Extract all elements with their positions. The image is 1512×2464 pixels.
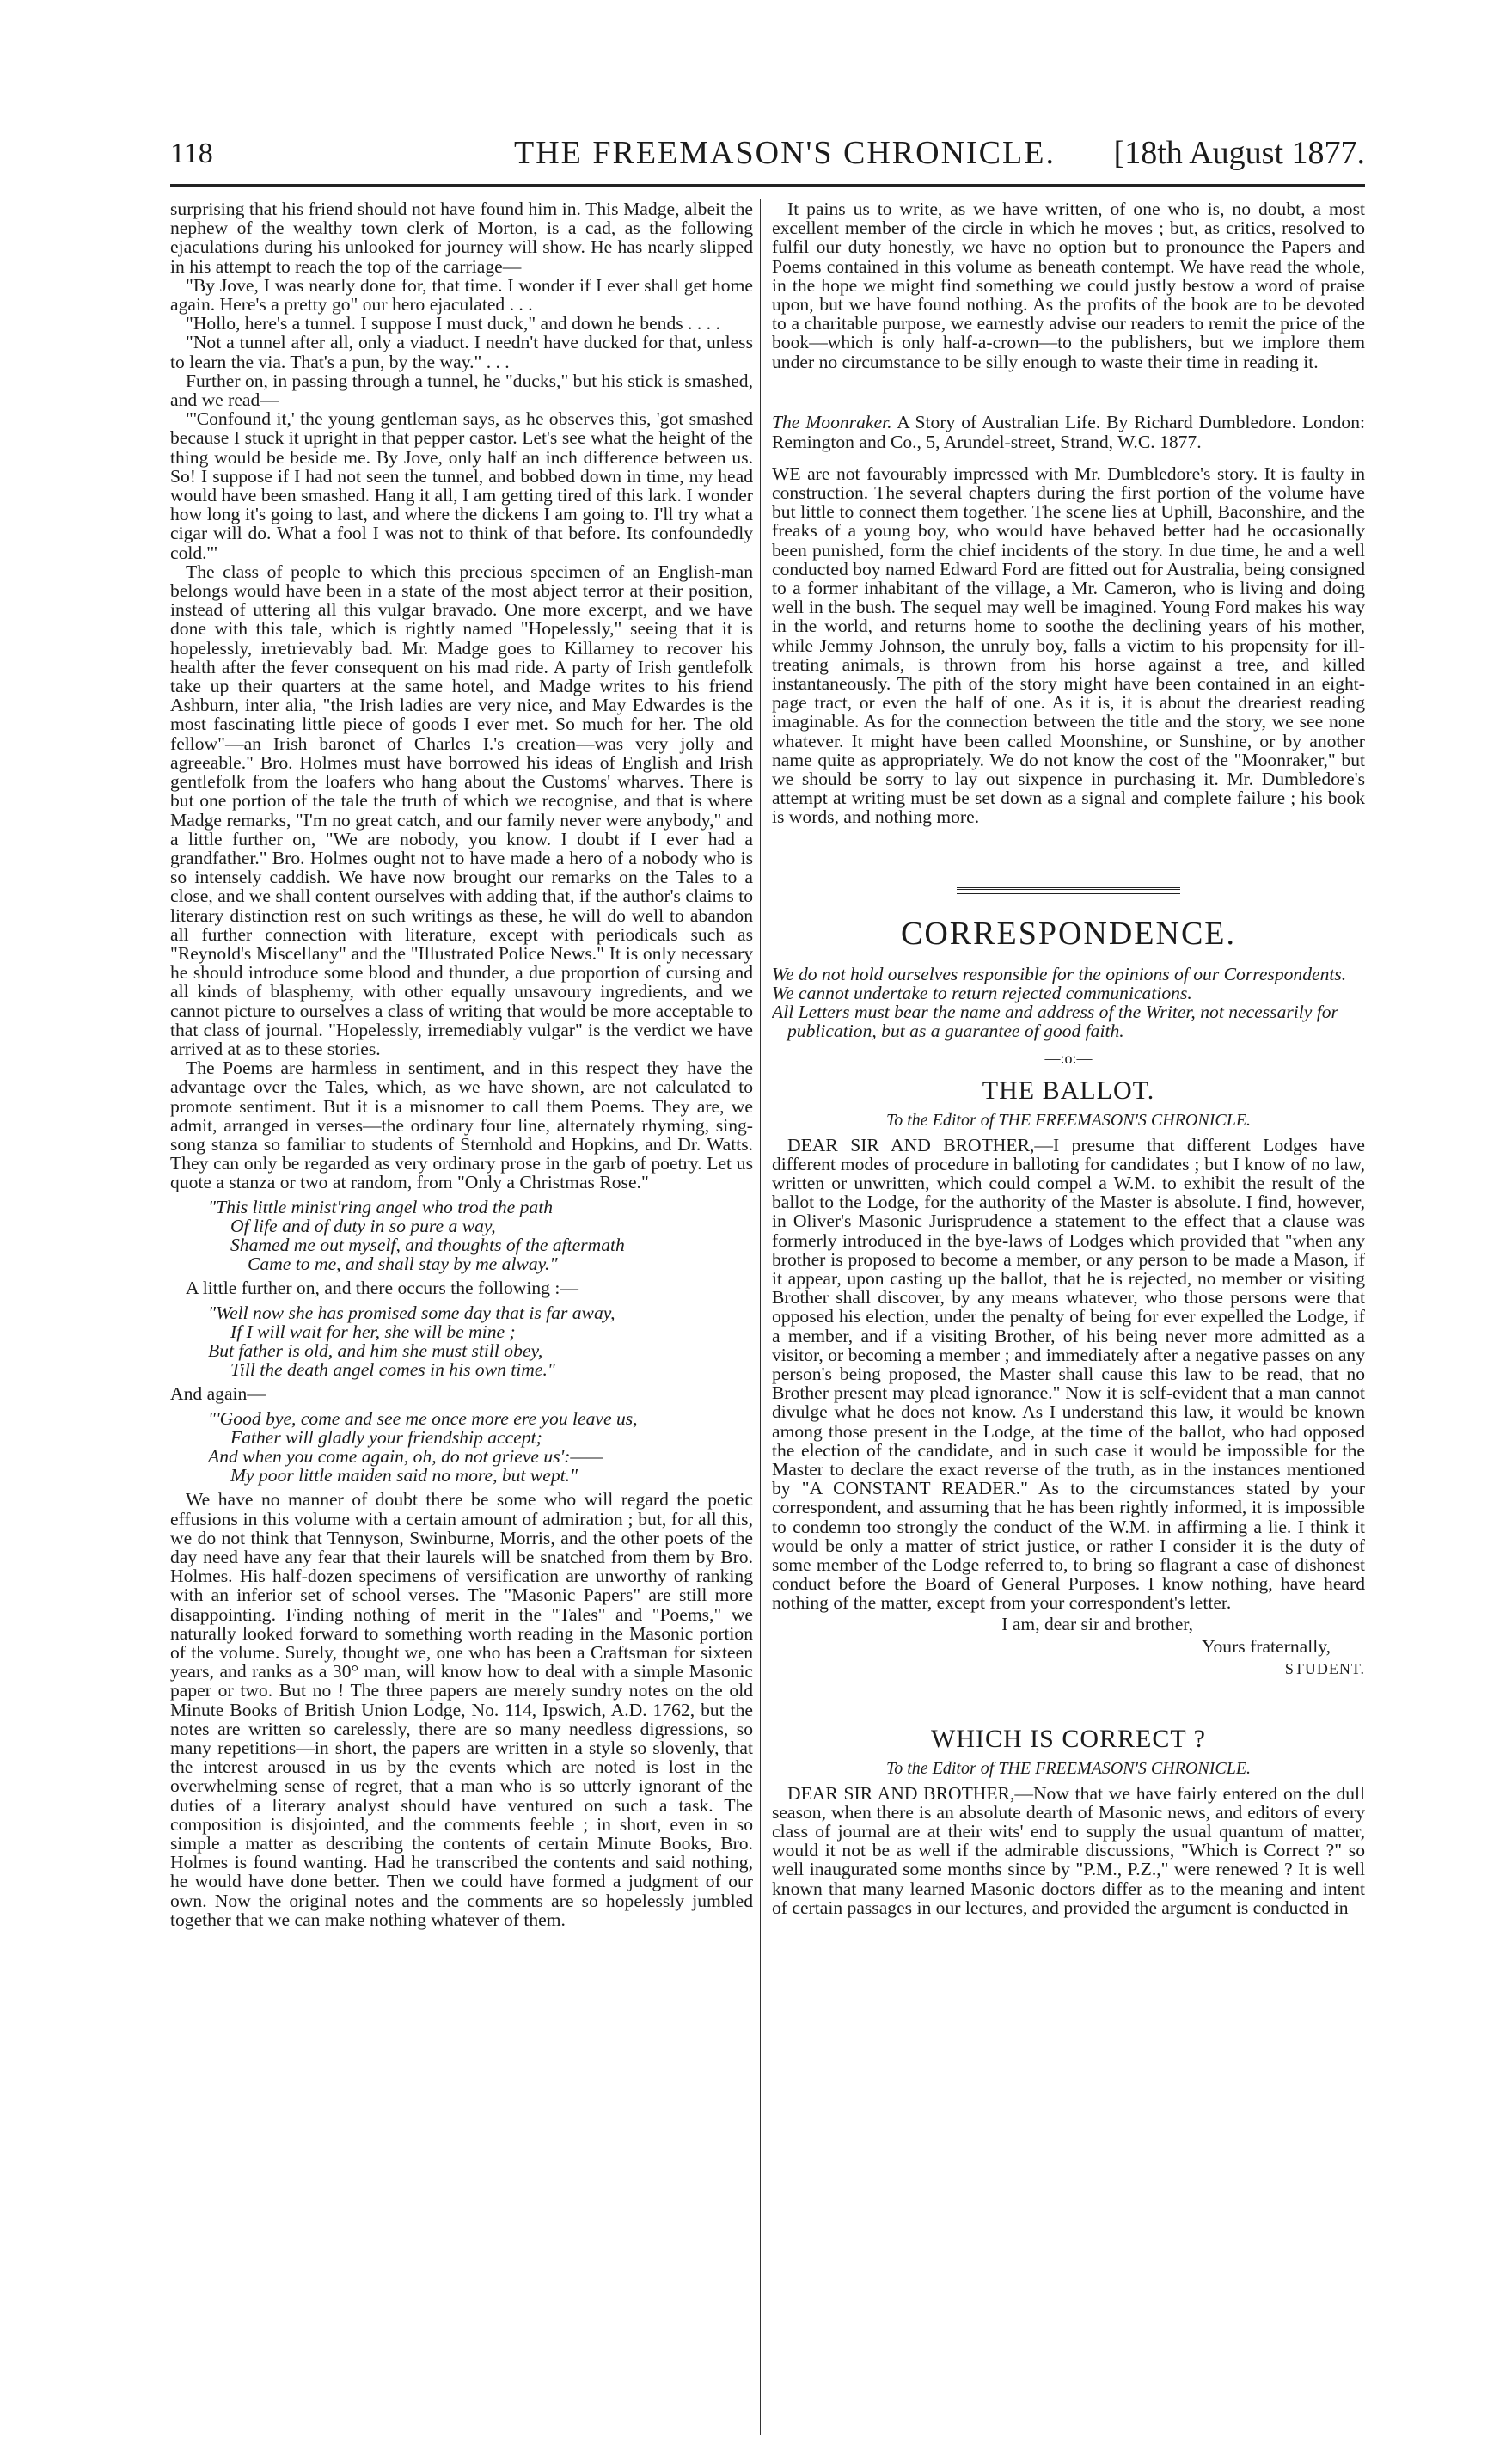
review-heading [772, 413, 1365, 452]
verse-line: Father will gladly your friendship accept; [230, 1426, 542, 1448]
letter-body: DEAR SIR AND BROTHER,—I presume that different Lodges have different modes of procedure in balloting for candidates ; but I know of no law, written or unwritten, which could compel a W.M. to exhibit the result of the ballot to the Lodge, for the authority of the Master is absolute. I find, however, in Oliver's Masonic Jurisprudence a statement to the effect that a clause was formerly introduced in the bye-laws of Lodges which provided that "when any brother is proposed to become a member, or any person to be made a Mason, if it appear, upon casting up the ballot, that he is rejected, no member or visiting Brother shall discover, by any means whatever, who those persons were that opposed his election, under the penalty of being for ever expelled the Lodge, if a member, and if a visiting Brother, of his being never more admitted as a visitor, or becoming a member ; and immediately after a negative passes on any person's being proposed, the Master shall cause this law to be read, that no Brother present may plead ignorance." Now it is self-evident that a man cannot divulge what he does not know. As I understand this law, it would be known among those present in the Lodge, at the time of the ballot, who had opposed the election of the candidate, and in such case it would be impossible for the Master to declare the exact reverse of the truth, as in the instances mentioned by "A CONSTANT READER." As to the circumstances stated by your correspondent, and assuming that he has been rightly informed, it is impossible to condemn too strongly the conduct of the W.M. in affirming a lie. I think it would be only a matter of strict justice, or rather I consider it is the duty of some member of the Lodge referred to, to bring so flagrant a case of dishonest conduct before the Board of General Purposes. I know nothing, have heard nothing of the matter, except from your correspondent's letter. [772, 1134, 1365, 1614]
editorial-note: We do not hold ourselves responsible for the opinions of our Correspondents. [772, 963, 1347, 984]
paragraph: surprising that his friend should not have found him in. This Madge, albeit the nephew of the wealthy town clerk of Morton, is a cad, as the following ejaculations during his unlooked for journey will show. He has nearly slipped in his attempt to reach the top of the carriage— [170, 199, 753, 277]
section-rule [957, 887, 1180, 894]
letter-body: DEAR SIR AND BROTHER,—Now that we have fairly entered on the dull season, when there is an absolute dearth of Masonic news, and editors of every class of journal are at their wits' end to supply the usual quantum of matter, would it not be as well if the admirable discussions, "Which is Correct ?" so well inaugurated some months since by "P.M., P.Z.," were renewed ? It is well known that many learned Masonic doctors differ as to the meaning and intent of certain passages in our lectures, and provided the argument is conducted in [772, 1782, 1365, 1918]
verse-line: Till the death angel comes in his own time." [230, 1359, 555, 1381]
paragraph: "Hollo, here's a tunnel. I suppose I must duck," and down he bends . . . . [186, 313, 720, 334]
verse-line: But father is old, and him she must still obey, [208, 1339, 543, 1361]
paragraph: Further on, in passing through a tunnel, he "ducks," but his stick is smashed, and we read— [170, 370, 753, 411]
masthead: THE FREEMASON'S CHRONICLE. [514, 135, 1056, 171]
paragraph: "Not a tunnel after all, only a viaduct. I needn't have ducked for that, unless to learn the via. That's a pun, by the way." . . . [170, 332, 753, 372]
page-header [170, 131, 1365, 187]
letter-addressee: To the Editor of THE FREEMASON'S CHRONICLE. [885, 1758, 1252, 1778]
verse-line: "'Good bye, come and see me once more ere you leave us, [208, 1407, 638, 1429]
letter-closing [772, 1613, 1365, 1680]
issue-date: [18th August 1877. [1113, 135, 1365, 171]
verse-line: Shamed me out myself, and thoughts of the aftermath [230, 1234, 625, 1255]
verse-line: "This little minist'ring angel who trod the path [208, 1196, 553, 1217]
right-column [772, 199, 1365, 2447]
verse-quote [170, 1303, 753, 1380]
column-divider [760, 199, 761, 2435]
paragraph: "'Confound it,' the young gentleman says, as he observes this, 'got smashed because I stuck it upright in that pepper castor. Let's see what the height of the thing would be beside me. By Jove, only half an inch difference between us. So! I suppose if I had not seen the tunnel, and bobbed down in time, my head would have been smashed. Hang it all, I am getting tired of this lark. I wonder how long it's going to last, and where the dickens I am going to. I'll try what a cigar will do. What a fool I was not to think of that before. Its confoundedly cold.'" [170, 408, 753, 563]
paragraph: The class of people to which this precious specimen of an English-man belongs would have been in a state of the most abject terror at their position, instead of uttering all this vulgar bravado. One more excerpt, and we have done with this tale, which is rightly named "Hopelessly," seeing that it is hopelessly, irretrievably bad. Mr. Madge goes to Killarney to recover his health after the fever consequent on his mad ride. A party of Irish gentlefolk take up their quarters at the same hotel, and Madge writes to his friend Ashburn, inter alia, "the Irish ladies are very nice, and May Edwardes is the most fascinating little piece of goods I ever met. So much for her. The old fellow"—an Irish baronet of Charles I.'s creation—was very jolly and agreeable." Bro. Holmes must have borrowed his ideas of English and Irish gentlefolk from the loafers who hang about the Customs' wharves. There is but one portion of the tale the truth of which we recognise, and that is where Madge remarks, "I'm no great catch, and our family never were anybody," and a little further on, "We are nobody, you know. I doubt if I ever had a grandfather." Bro. Holmes ought not to have made a hero of a nobody who is so intensely caddish. We have now brought our remarks on the Tales to a close, and we shall content ourselves with adding that, if the author's claims to literary distinction rest on such writings as these, he will do well to abandon all further connection with literature, except with periodicals such as "Reynold's Miscellany" and the "Illustrated Police News." It is only necessary he should introduce some blood and thunder, a due proportion of cursing and all kinds of blasphemy, with other equally unsavoury ingredients, and we cannot picture to ourselves a class of writing that would be more acceptable to that class of journal. "Hopelessly, irremediably vulgar" is the verdict we have arrived at as to these stories. [170, 561, 753, 1059]
review-details: A Story of Australian Life. By Richard Dumbledore. London: Remington and Co., 5, Arundel-street, Strand, W.C. 1877. [772, 411, 1365, 452]
paragraph: And again— [170, 1383, 266, 1405]
verse-quote [170, 1198, 753, 1274]
paragraph: WE are not favourably impressed with Mr. Dumbledore's story. It is faulty in construction. The several chapters during the first portion of the volume have but little to connect them together. The scene lies at Uphill, Baconshire, and the freaks of a young boy, who would have behaved better had he occasionally been punished, form the chief incidents of the story. In due time, he and a well conducted boy named Edward Ford are fitted out for Australia, being consigned to a former inhabitant of the village, a Mr. Cameron, who is living and doing well in the bush. The sequel may well be imagined. Young Ford makes his way in the world, and returns home to soothe the declining years of his mother, while Jemmy Johnson, the unruly boy, falls a victim to his propensity for ill-treating animals, is thrown from his horse against a tree, and killed instantaneously. The pith of the story might have been contained in an eight-page tract, or even the half of one. As it is, it is about the dreariest reading imaginable. As for the connection between the title and the story, we see none whatever. It might have been called Moonshine, or Sunshine, or by another name quite as appropriately. We do not know the cost of the "Moonraker," but we should be sorry to lay out sixpence in purchasing it. Mr. Dumbledore's attempt at writing must be set down as a signal and complete failure ; his book is words, and nothing more. [772, 463, 1365, 828]
left-column [170, 199, 753, 2447]
paragraph: A little further on, and there occurs the following :— [186, 1278, 578, 1299]
verse-quote [170, 1409, 753, 1486]
verse-line: My poor little maiden said no more, but wept." [230, 1465, 578, 1486]
verse-line: "Well now she has promised some day that is far away, [208, 1302, 615, 1323]
closing-line: Yours fraternally, [1202, 1635, 1331, 1657]
page-number: 118 [170, 138, 213, 169]
editorial-note: All Letters must bear the name and address of the Writer, not necessarily for publication, but as a guarantee of good faith. [772, 1002, 1338, 1042]
correspondence-title: CORRESPONDENCE. [901, 915, 1236, 952]
verse-line: And when you come again, oh, do not grieve us':—— [208, 1446, 603, 1467]
ornament-separator: —:o:— [1044, 1049, 1093, 1067]
paragraph: "By Jove, I was nearly done for, that time. I wonder if I ever shall get home again. Here's a pretty go" our hero ejaculated . . . [170, 274, 753, 316]
verse-line: If I will wait for her, she will be mine ; [230, 1321, 516, 1342]
letter-addressee: To the Editor of THE FREEMASON'S CHRONICLE. [885, 1110, 1252, 1130]
paragraph: It pains us to write, as we have written, of one who is, no doubt, a most excellent member of the circle in which he moves ; but, as critics, resolved to fulfil our duty honestly, we have no option but to pronounce the Papers and Poems contained in this volume as beneath contempt. We have read the whole, in the hope we might find something we could justly bestow a word of praise upon, but we have found nothing. As the profits of the book are to be devoted to a charitable purpose, we earnestly advise our readers to remit the price of the book—which is only half-a-crown—to the publishers, but we implore them under no circumstance to be silly enough to waste their time in reading it. [772, 199, 1365, 372]
letter-title: WHICH IS CORRECT ? [931, 1724, 1206, 1753]
editorial-note: We cannot undertake to return rejected communications. [772, 982, 1192, 1003]
review-title: The Moonraker. [772, 411, 892, 432]
signature: STUDENT. [1284, 1659, 1365, 1677]
closing-line: I am, dear sir and brother, [1001, 1613, 1193, 1634]
verse-line: Of life and of duty in so pure a way, [230, 1215, 496, 1236]
verse-line: Came to me, and shall stay by me alway." [248, 1253, 558, 1275]
paragraph: We have no manner of doubt there be some who will regard the poetic effusions in this volume with a certain amount of admiration ; but, for all this, we do not think that Tennyson, Swinburne, Morris, and the other poets of the day need have any fear that their laurels will be snatched from them by Bro. Holmes. His half-dozen specimens of versification are unworthy of ranking with an inferior set of school verses. The "Masonic Papers" are still more disappointing. Finding nothing of merit in the "Tales" and "Poems," we naturally looked forward to something worth reading in the Masonic portion of the volume. Surely, thought we, one who has been a Craftsman for sixteen years, and ranks as a 30° man, will know how to deal with a simple Masonic paper or two. But no ! The three papers are merely sundry notes on the old Minute Books of British Union Lodge, No. 114, Ipswich, A.D. 1762, but the notes are written so carelessly, there are so many needless digressions, so many repetitions—in short, the papers are written in a style so slovenly, that the interest aroused in us by the events which are noted is lost in the overwhelming sense of regret, that a man who is so utterly ignorant of the duties of a literary analyst should have ventured on such a task. The composition is disjointed, and the comments feeble ; in short, even in so simple a matter as describing the contents of certain Minute Books, Bro. Holmes is found wanting. Had he transcribed the contents and said nothing, he would have done better. Then we could have formed a judgment of our own. Now the original notes and the comments are so hopelessly jumbled together that we can make nothing whatever of them. [170, 1489, 753, 1930]
letter-title: THE BALLOT. [982, 1076, 1155, 1105]
paragraph: The Poems are harmless in sentiment, and in this respect they have the advantage over the Tales, which, as we have shown, are not calculated to promote sentiment. But it is a misnomer to call them Poems. They are, we admit, arranged in verses—the ordinary four line, alternately rhyming, sing-song stanza so familiar to students of Sternhold and Hopkins, and Dr. Watts. They can only be regarded as very ordinary prose in the garb of poetry. Let us quote a stanza or two at random, from "Only a Christmas Rose." [170, 1057, 753, 1193]
